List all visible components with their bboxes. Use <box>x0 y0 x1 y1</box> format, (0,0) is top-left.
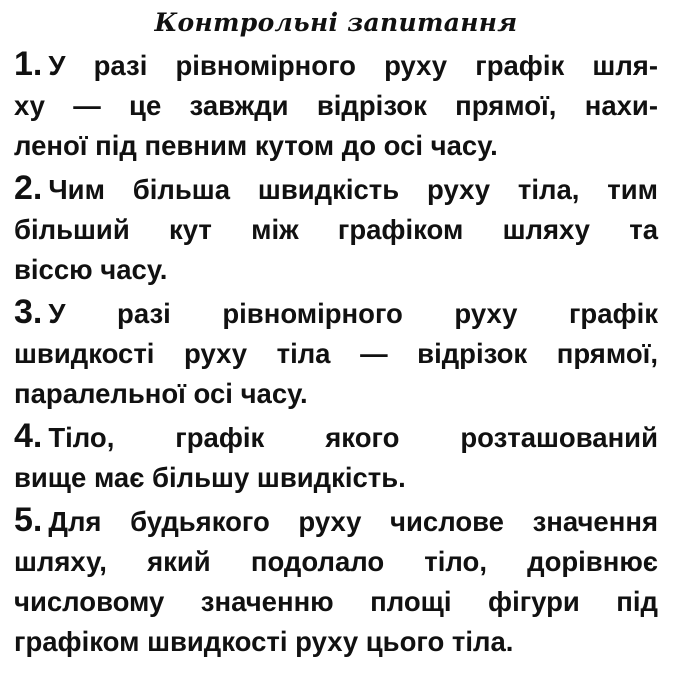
question-5-line-4: графіком швидкості руху цього тіла. <box>14 626 514 657</box>
question-3-line-3: паралельної осі часу. <box>14 378 308 409</box>
question-2-number: 2. <box>14 169 43 207</box>
question-3-line-2: швидкості руху тіла — відрізок прямої, <box>14 338 658 369</box>
question-5-line-1: 5. Для будьякого руху числове значення <box>14 501 658 539</box>
question-4 <box>14 416 658 498</box>
page-title: Контрольні запитання <box>154 8 518 37</box>
question-2-line-3: віссю часу. <box>14 254 168 285</box>
question-5-line-3: числовому значенню площі фігури під <box>14 586 658 617</box>
question-5-number: 5. <box>14 501 43 539</box>
question-1 <box>14 44 658 166</box>
question-1-line-2: ху — це завжди відрізок прямої, нахи- <box>14 90 658 121</box>
question-1-line-3: леної під певним кутом до осі часу. <box>14 130 498 161</box>
question-4-line-1: 4. Тіло, графік якого розташований <box>14 417 658 455</box>
question-5-line-2: шляху, який подолало тіло, дорівнює <box>14 546 658 577</box>
question-3 <box>14 292 658 414</box>
question-2-line-1: 2. Чим більша швидкість руху тіла, тим <box>14 169 658 207</box>
question-3-number: 3. <box>14 293 43 331</box>
question-3-line-1: 3. У разі рівномірного руху графік <box>14 293 658 331</box>
question-4-number: 4. <box>14 417 43 455</box>
question-1-number: 1. <box>14 45 43 83</box>
question-2 <box>14 168 658 290</box>
question-1-line-1: 1. У разі рівномірного руху графік шля- <box>14 45 658 83</box>
question-4-line-2: вище має більшу швидкість. <box>14 462 406 493</box>
question-5 <box>14 500 658 662</box>
question-2-line-2: більший кут між графіком шляху та <box>14 214 658 245</box>
